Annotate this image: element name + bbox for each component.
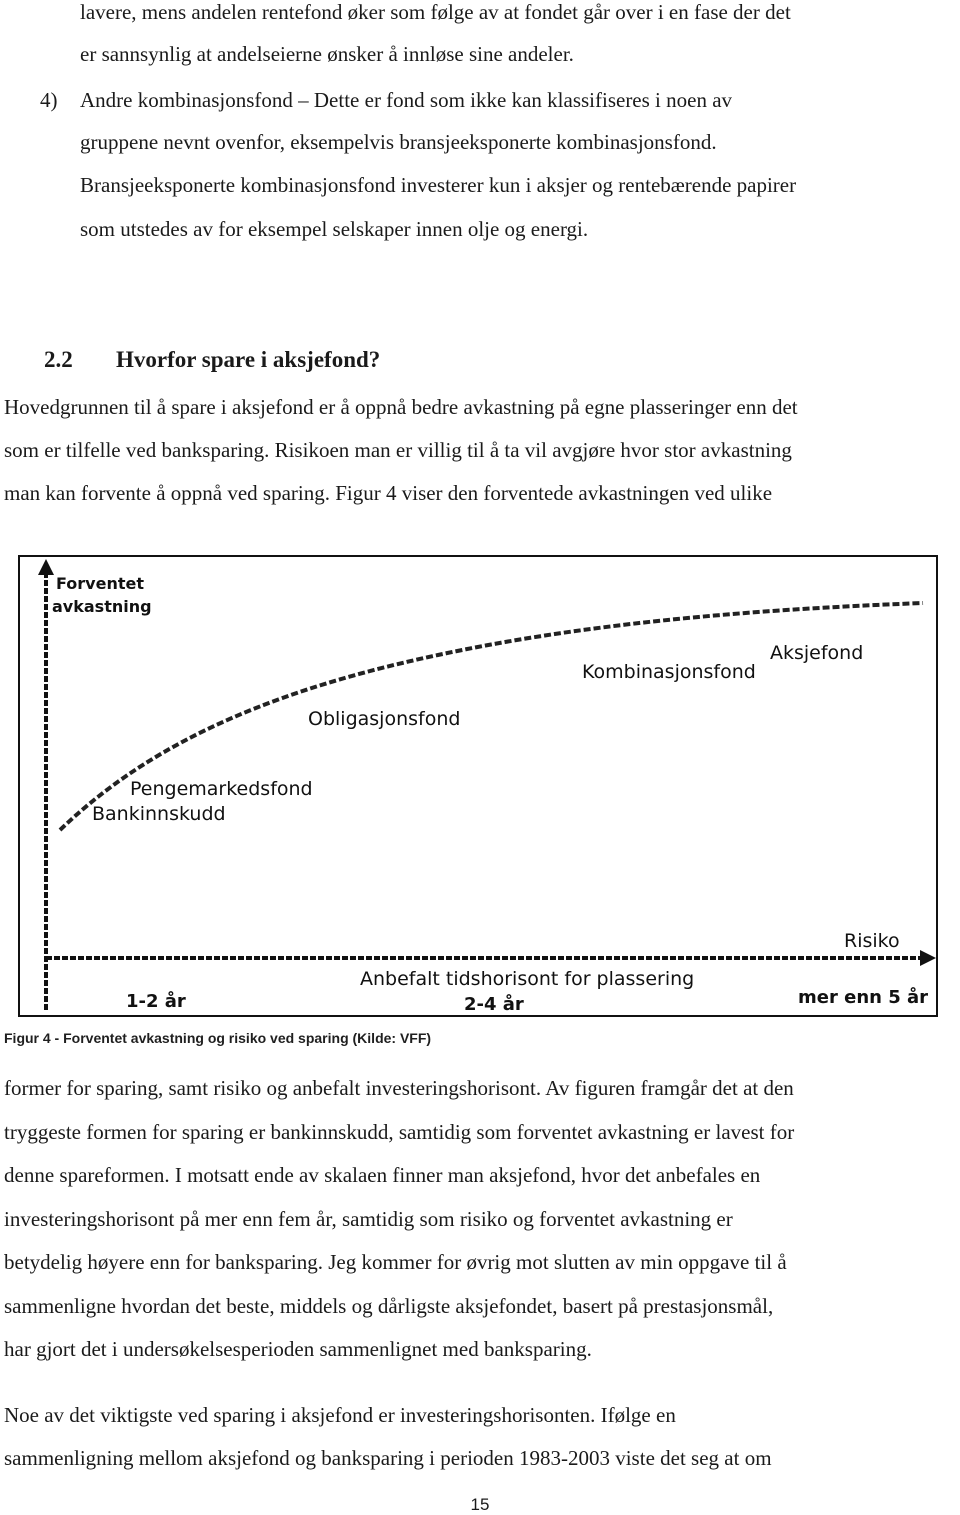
y-axis-label-1: Forventet (56, 574, 144, 593)
horizon-label: Anbefalt tidshorisont for plassering (360, 968, 695, 990)
text-line: har gjort det i undersøkelsesperioden sammenlignet med banksparing. (4, 1337, 592, 1361)
text-line: denne spareformen. I motsatt ende av skalaen finner man aksjefond, hvor det anbefales en (4, 1163, 761, 1187)
section-number: 2.2 (44, 347, 73, 372)
text-line: sammenligne hvordan det beste, middels og dårligste aksjefondet, basert på prestasjonsmål, (4, 1294, 774, 1318)
label-kombinasjonsfond: Kombinasjonsfond (582, 661, 756, 683)
page-number: 15 (470, 1495, 490, 1514)
label-pengemarkedsfond: Pengemarkedsfond (130, 778, 313, 800)
horizon-2-4: 2-4 år (464, 994, 524, 1015)
figure-risk-return (18, 555, 938, 1017)
figure-caption: Figur 4 - Forventet avkastning og risiko ved sparing (Kilde: VFF) (4, 1030, 432, 1046)
horizon-5-plus: mer enn 5 år (798, 987, 929, 1008)
y-axis-label-2: avkastning (52, 597, 152, 616)
x-axis-arrow (920, 950, 936, 966)
section-title: Hvorfor spare i aksjefond? (116, 347, 381, 372)
text-line: lavere, mens andelen rentefond øker som følge av at fondet går over i en fase der det (80, 0, 791, 24)
text-line: som er tilfelle ved banksparing. Risikoen man er villig til å ta vil avgjøre hvor stor avkastning (4, 438, 792, 462)
list-number: 4) (40, 88, 58, 112)
text-line: betydelig høyere enn for banksparing. Jeg kommer for øvrig mot slutten av min oppgave til å (4, 1250, 787, 1274)
text-line: former for sparing, samt risiko og anbefalt investeringshorisont. Av figuren framgår det at den (4, 1076, 794, 1100)
y-axis-arrow (38, 559, 54, 575)
text-line: Noe av det viktigste ved sparing i aksjefond er investeringshorisonten. Ifølge en (4, 1403, 676, 1427)
text-line: Hovedgrunnen til å spare i aksjefond er å oppnå bedre avkastning på egne plasseringer enn det (4, 395, 798, 419)
text-line: tryggeste formen for sparing er bankinnskudd, samtidig som forventet avkastning er lavest for (4, 1120, 795, 1144)
figure-graphic (18, 555, 938, 1017)
text-line: investeringshorisont på mer enn fem år, samtidig som risiko og forventet avkastning er (4, 1207, 733, 1231)
text-line: som utstedes av for eksempel selskaper innen olje og energi. (80, 217, 589, 241)
horizon-1-2: 1-2 år (126, 991, 186, 1012)
text-line: Bransjeeksponerte kombinasjonsfond investerer kun i aksjer og rentebærende papirer (80, 173, 797, 197)
label-aksjefond: Aksjefond (770, 642, 864, 664)
label-bankinnskudd: Bankinnskudd (92, 803, 226, 825)
text-line: er sannsynlig at andelseierne ønsker å innløse sine andeler. (80, 42, 574, 66)
label-obligasjonsfond: Obligasjonsfond (308, 708, 461, 730)
text-line: Andre kombinasjonsfond – Dette er fond som ikke kan klassifiseres i noen av (80, 88, 733, 112)
text-line: gruppene nevnt ovenfor, eksempelvis bransjeeksponerte kombinasjonsfond. (80, 130, 717, 154)
section-heading (44, 346, 380, 374)
text-line: sammenligning mellom aksjefond og banksparing i perioden 1983-2003 viste det seg at om (4, 1446, 772, 1470)
x-axis-label: Risiko (844, 930, 900, 952)
text-line: man kan forvente å oppnå ved sparing. Figur 4 viser den forventede avkastningen ved ulike (4, 481, 773, 505)
